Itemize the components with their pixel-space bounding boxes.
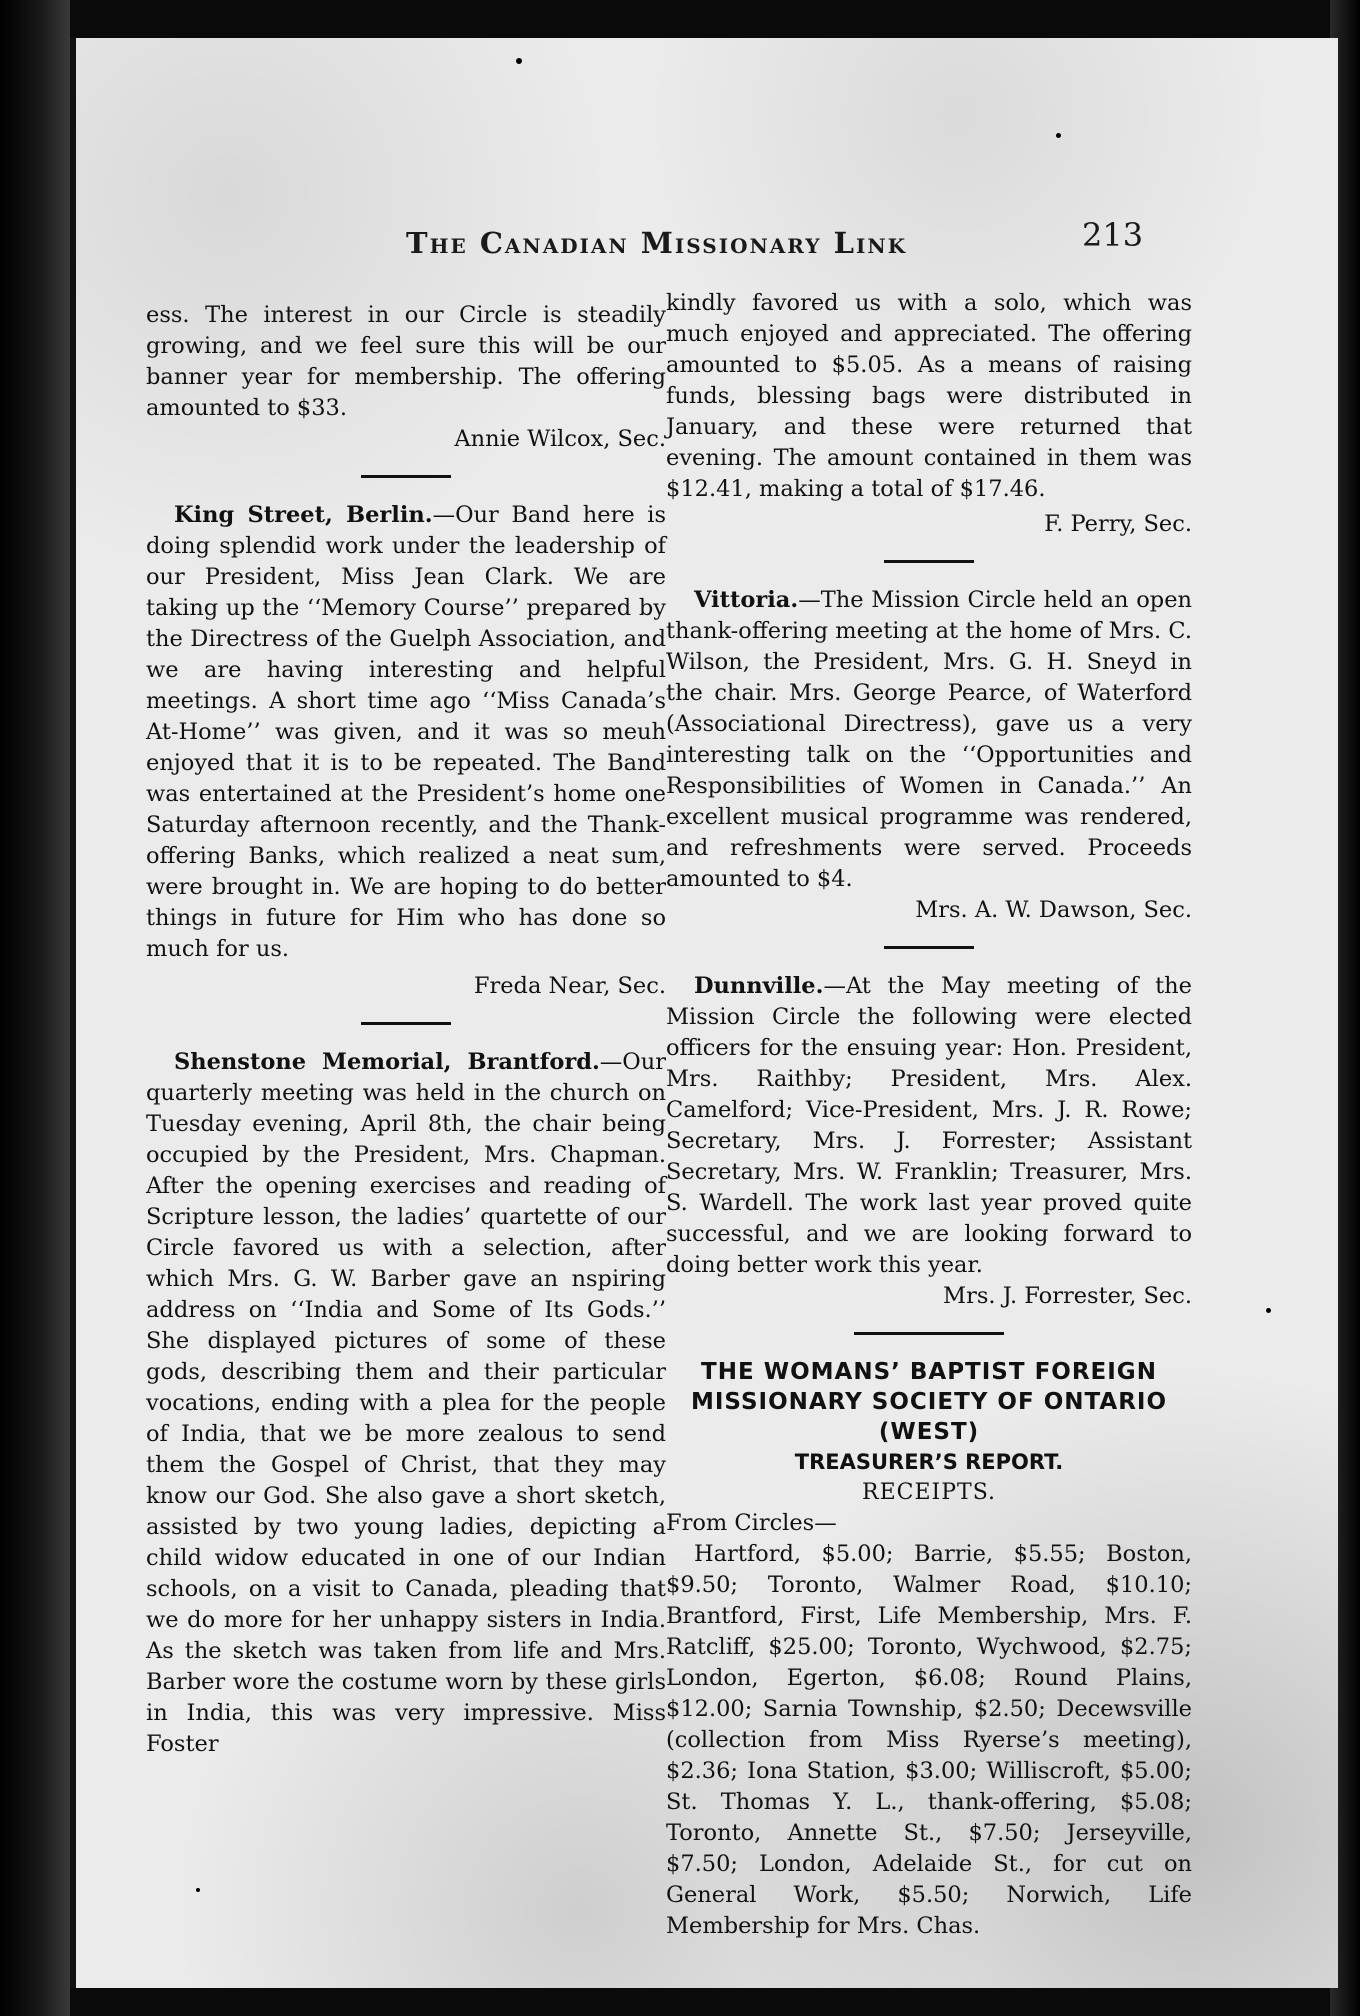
dust-speck <box>196 1888 200 1892</box>
section-divider <box>854 1332 1004 1335</box>
dunnville-body: —At the May meeting of the Mission Circle the following were elected officers for the ensuing year: Hon. President, Mrs. Raithby; President, Mrs. Alex. Camelford; Vice-President, Mrs. J. R. Rowe; Secretary, Mrs. J. Forrester; Assistant Secretary, Mrs. W. Franklin; Treasurer, Mrs. S. Wardell. The work last year proved quite successful, and we are looking forward to doing better work this year. <box>666 973 1192 1278</box>
document-page <box>70 38 1338 1988</box>
dust-speck <box>1056 133 1061 138</box>
receipts-heading: RECEIPTS. <box>862 1480 996 1505</box>
section-divider <box>884 560 974 563</box>
treasurer-report <box>666 1357 1192 1942</box>
continuation-paragraph: kindly favored us with a solo, which was much enjoyed and appreciated. The offering amounted to $5.05. As a means of raising funds, blessing bags were distributed in January, and these were returned that evening. The amount contained in them was $12.41, making a total of $17.46. <box>666 290 1192 502</box>
shenstone-body: —Our quarterly meeting was held in the church on Tuesday evening, April 8th, the chair being occupied by the President, Mrs. Chapman. After the opening exercises and reading of Scripture lesson, the ladies’ quartette of our Circle favored us with a selection, after which Mrs. G. W. Barber gave an nspiring address on ‘‘India and Some of Its Gods.’’ She displayed pictures of some of these gods, describing them and their particular vocations, ending with a plea for the people of India, that we be more zealous to send them the Gospel of Christ, that they may know our God. She also gave a short sketch, assisted by two young ladies, depicting a child widow educated in one of our Indian schools, on a visit to Canada, pleading that we do more for her unhappy sisters in India. As the sketch was taken from life and Mrs. Barber wore the costume worn by these girls in India, this was very impressive. Miss Foster <box>146 1049 666 1757</box>
shenstone-heading: Shenstone Memorial, Brantford. <box>174 1049 600 1075</box>
dunnville-report <box>666 971 1192 1281</box>
from-circles-label: From Circles— <box>666 1510 837 1536</box>
right-column <box>666 288 1192 1942</box>
report-title-line2: MISSIONARY SOCIETY OF ONTARIO <box>690 1389 1168 1415</box>
report-subtitle: TREASURER’S REPORT. <box>794 1450 1064 1474</box>
dunnville-heading: Dunnville. <box>694 973 824 999</box>
report-title-line1: THE WOMANS’ BAPTIST FOREIGN <box>701 1359 1157 1385</box>
section-divider <box>884 946 974 949</box>
king-street-body: —Our Band here is doing splendid work under the leadership of our President, Miss Jean Clark. We are taking up the ‘‘Memory Course’’ prepared by the Directress of the Guelph Association, and we are having interesting and helpful meetings. A short time ago ‘‘Miss Canada’s At-Home’’ was given, and it was so meuh enjoyed that it is to be repeated. The Band was entertained at the President’s home one Saturday afternoon recently, and the Thank-offering Banks, which realized a neat sum, were brought in. We are hoping to do better things in future for Him who has done so much for us. <box>146 502 666 962</box>
dust-speck <box>1266 1308 1271 1313</box>
opening-paragraph: ess. The interest in our Circle is steadily growing, and we feel sure this will be our banner year for membership. The offering amounted to $33. <box>146 302 666 421</box>
left-column <box>146 300 666 1760</box>
page-number: 213 <box>1082 216 1144 254</box>
report-title-line3: (WEST) <box>878 1419 980 1445</box>
shenstone-report <box>146 1047 666 1760</box>
king-street-signature: Freda Near, Sec. <box>473 973 666 999</box>
page-header <box>76 178 1338 260</box>
section-divider <box>361 475 451 478</box>
vittoria-report <box>666 585 1192 895</box>
receipts-entries: Hartford, $5.00; Barrie, $5.55; Boston, $9.50; Toronto, Walmer Road, $10.10; Brantford, First, Life Membership, Mrs. F. Ratcliff, $25.00; Toronto, Wychwood, $2.75; London, Egerton, $6.08; Round Plains, $12.00; Sarnia Township, $2.50; Decewsville (collection from Miss Ryerse’s meeting), $2.36; Iona Station, $3.00; Williscroft, $5.00; St. Thomas Y. L., thank-offering, $5.08; Toronto, Annette St., $7.50; Jerseyville, $7.50; London, Adelaide St., for cut on General Work, $5.50; Norwich, Life Membership for Mrs. Chas. <box>666 1541 1192 1939</box>
king-street-heading: King Street, Berlin. <box>174 502 433 528</box>
king-street-report <box>146 500 666 965</box>
opening-signature: Annie Wilcox, Sec. <box>454 426 666 452</box>
running-head: The Canadian Missionary Link <box>406 226 908 260</box>
section-divider <box>361 1022 451 1025</box>
film-border-left <box>0 0 70 2016</box>
continuation-signature: F. Perry, Sec. <box>1044 511 1192 537</box>
dunnville-signature: Mrs. J. Forrester, Sec. <box>943 1283 1192 1309</box>
vittoria-signature: Mrs. A. W. Dawson, Sec. <box>915 897 1192 923</box>
dust-speck <box>516 58 522 64</box>
vittoria-body: —The Mission Circle held an open thank-offering meeting at the home of Mrs. C. Wilson, the President, Mrs. G. H. Sneyd in the chair. Mrs. George Pearce, of Waterford (Associational Directress), gave us a very interesting talk on the ‘‘Opportunities and Responsibilities of Women in Canada.’’ An excellent musical programme was rendered, and refreshments were served. Proceeds amounted to $4. <box>666 587 1192 892</box>
vittoria-heading: Vittoria. <box>694 587 799 613</box>
